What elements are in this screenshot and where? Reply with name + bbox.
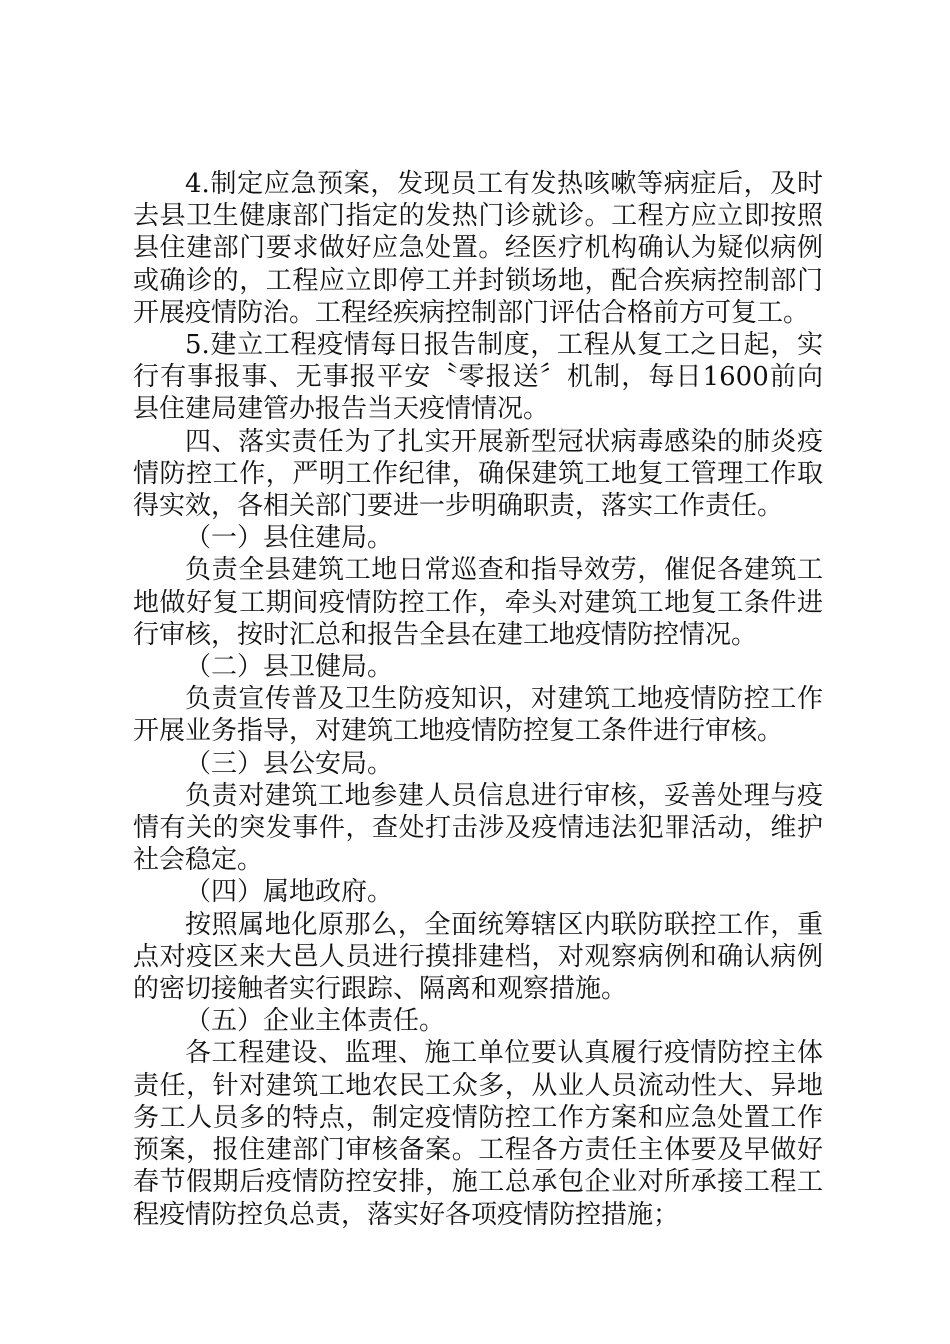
paragraph-enterprise: 各工程建设、监理、施工单位要认真履行疫情防控主体责任，针对建筑工地农民工众多，从业人员流动性大、异地务工人员多的特点，制定疫情防控工作方案和应急处置工作预案，报住建部门审核备案。工程各方责任主体要及早做好春节假期后疫情防控安排，施工总承包企业对所承接工程工程疫情防控负总责，落实好各项疫情防控措施；: [133, 1038, 823, 1230]
paragraph-emergency-plan: 4.制定应急预案，发现员工有发热咳嗽等病症后，及时去县卫生健康部门指定的发热门诊就诊。工程方应立即按照县住建部门要求做好应急处置。经医疗机构确认为疑似病例或确诊的，工程应立即停工并封锁场地，配合疾病控制部门开展疫情防治。工程经疾病控制部门评估合格前方可复工。: [133, 169, 823, 328]
section-heading-health-bureau: （二）县卫健局。: [185, 652, 394, 683]
paragraph-daily-report: 5.建立工程疫情每日报告制度，工程从复工之日起，实行有事报事、无事报平安〝零报送〞机制，每日1600前向县住建局建管办报告当天疫情情况。: [133, 330, 823, 425]
section-heading-enterprise: （五）企业主体责任。: [185, 1006, 446, 1037]
section-heading-local-government: （四）属地政府。: [185, 877, 394, 908]
paragraph-local-government: 按照属地化原那么，全面统筹辖区内联防联控工作，重点对疫区来大邑人员进行摸排建档，对观察病例和确认病例的密切接触者实行跟踪、隔离和观察措施。: [133, 909, 823, 1005]
paragraph-public-security: 负责对建筑工地参建人员信息进行审核，妥善处理与疫情有关的突发事件，查处打击涉及疫情违法犯罪活动，维护社会稳定。: [133, 780, 823, 876]
document-body: [133, 168, 823, 1231]
paragraph-health-bureau: 负责宣传普及卫生防疫知识，对建筑工地疫情防控工作开展业务指导，对建筑工地疫情防控复工条件进行审核。: [133, 684, 823, 747]
section-heading-public-security: （三）县公安局。: [185, 748, 394, 779]
section-heading-housing-bureau: （一）县住建局。: [185, 523, 394, 554]
paragraph-housing-bureau: 负责全县建筑工地日常巡查和指导效劳，催促各建筑工地做好复工期间疫情防控工作，牵头对建筑工地复工条件进行审核，按时汇总和报告全县在建工地疫情防控情况。: [133, 555, 823, 650]
paragraph-responsibility-intro: 四、落实责任为了扎实开展新型冠状病毒感染的肺炎疫情防控工作，严明工作纪律，确保建筑工地复工管理工作取得实效，各相关部门要进一步明确职责，落实工作责任。: [133, 426, 823, 522]
